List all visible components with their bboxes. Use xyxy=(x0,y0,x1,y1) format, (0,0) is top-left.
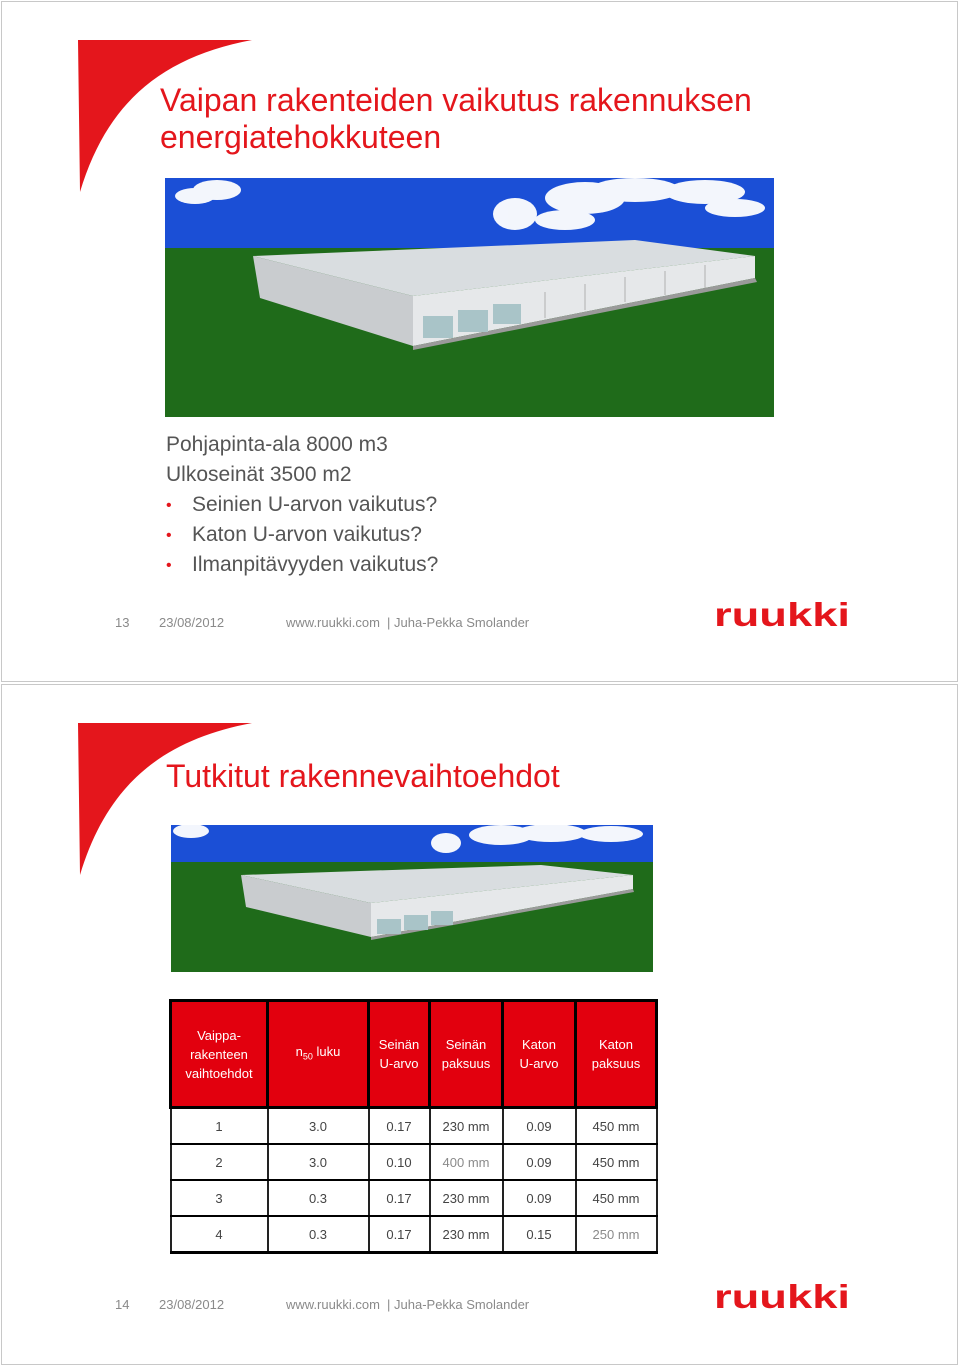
options-table xyxy=(169,999,658,1254)
bullet-dot-icon: • xyxy=(166,527,172,544)
page-number: 14 xyxy=(115,1297,130,1312)
table-cell: 3.0 xyxy=(268,1144,369,1180)
table-cell-highlighted: 250 mm xyxy=(576,1216,657,1253)
table-cell: 0.3 xyxy=(268,1216,369,1253)
svg-text:ruukki: ruukki xyxy=(714,600,850,630)
header-cell: Seinän U-arvo xyxy=(369,1001,430,1108)
table-cell: 0.10 xyxy=(369,1144,430,1180)
table-cell: 3 xyxy=(171,1180,268,1216)
table-cell: 0.17 xyxy=(369,1180,430,1216)
footer-website[interactable]: www.ruukki.com xyxy=(286,615,380,630)
wall-area-text: Ulkoseinät 3500 m2 xyxy=(166,463,352,486)
bullet-item: • Katon U-arvon vaikutus? xyxy=(166,520,438,550)
table-cell: 0.09 xyxy=(503,1144,576,1180)
svg-text:ruukki: ruukki xyxy=(714,1282,850,1312)
footer-website[interactable]: www.ruukki.com xyxy=(286,1297,380,1312)
slide-footer xyxy=(2,1297,702,1313)
slide-title: Vaipan rakenteiden vaikutus rakennuksen energiatehokkuteen xyxy=(160,82,752,155)
table-cell: 2 xyxy=(171,1144,268,1180)
footer-author: Juha-Pekka Smolander xyxy=(394,1297,530,1312)
footer-date: 23/08/2012 xyxy=(159,1297,225,1312)
table-cell: 0.17 xyxy=(369,1216,430,1253)
table-cell: 450 mm xyxy=(576,1180,657,1216)
table-row xyxy=(171,1180,657,1216)
slide-title: Tutkitut rakennevaihtoehdot xyxy=(166,758,560,794)
header-cell: $n_{50}$ luku xyxy=(268,1001,369,1108)
table-cell: 0.17 xyxy=(369,1108,430,1145)
bullet-item: • Seinien U-arvon vaikutus? xyxy=(166,490,438,520)
header-cell: Katon paksuus xyxy=(576,1001,657,1108)
table-row xyxy=(171,1108,657,1145)
table-cell: 0.3 xyxy=(268,1180,369,1216)
slide-14 xyxy=(1,684,958,1365)
footer-date: 23/08/2012 xyxy=(159,615,225,630)
footer-separator: | xyxy=(387,1297,391,1312)
table-cell: 4 xyxy=(171,1216,268,1253)
footer-separator: | xyxy=(387,615,391,630)
table-cell: 450 mm xyxy=(576,1144,657,1180)
bullet-dot-icon: • xyxy=(166,497,172,514)
table-cell: 0.09 xyxy=(503,1180,576,1216)
table-cell-highlighted: 400 mm xyxy=(430,1144,503,1180)
table-header-row xyxy=(171,1001,657,1108)
table-row xyxy=(171,1216,657,1253)
table-cell: 1 xyxy=(171,1108,268,1145)
table-cell: 230 mm xyxy=(430,1216,503,1253)
floor-area-text: Pohjapinta-ala 8000 m3 xyxy=(166,433,388,456)
table-cell: 0.09 xyxy=(503,1108,576,1145)
slide-footer xyxy=(2,615,702,631)
header-cell: Seinän paksuus xyxy=(430,1001,503,1108)
building-image xyxy=(165,178,774,417)
table-cell: 230 mm xyxy=(430,1108,503,1145)
table-cell: 0.15 xyxy=(503,1216,576,1253)
table-cell: 230 mm xyxy=(430,1180,503,1216)
slide-13 xyxy=(1,1,958,682)
building-info xyxy=(166,430,438,580)
page-number: 13 xyxy=(115,615,130,630)
footer-author: Juha-Pekka Smolander xyxy=(394,615,530,630)
ruukki-logo xyxy=(714,1282,851,1312)
table-row xyxy=(171,1144,657,1180)
table-cell: 450 mm xyxy=(576,1108,657,1145)
bullet-item: • Ilmanpitävyyden vaikutus? xyxy=(166,550,438,580)
table-cell: 3.0 xyxy=(268,1108,369,1145)
ruukki-logo xyxy=(714,600,851,630)
building-image xyxy=(171,825,653,972)
header-cell: Katon U-arvo xyxy=(503,1001,576,1108)
bullet-dot-icon: • xyxy=(166,557,172,574)
header-cell: Vaippa- rakenteen vaihtoehdot xyxy=(171,1001,268,1108)
